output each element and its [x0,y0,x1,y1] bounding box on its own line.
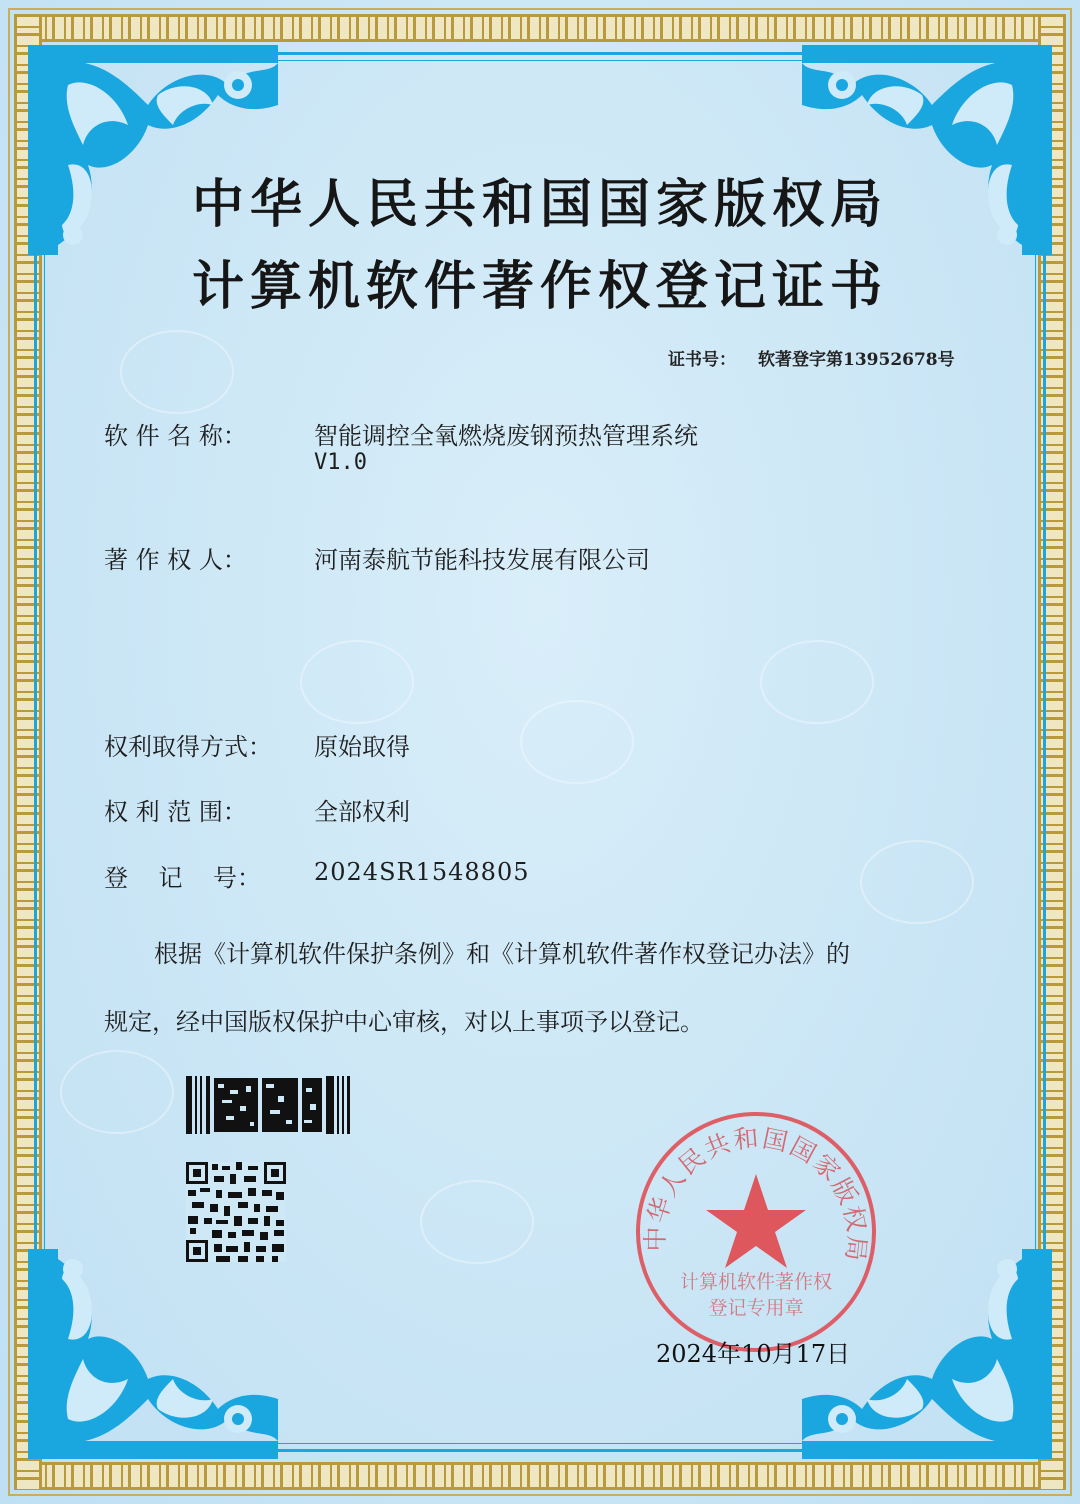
official-seal [632,1108,880,1356]
acquisition-method-label: 权利取得方式： [104,733,272,761]
seal-inner-text-1: 计算机软件著作权 [679,1271,833,1293]
greek-key-border-top [14,14,1066,42]
statement-line-2: 规定，经中国版权保护中心审核，对以上事项予以登记。 [104,1008,704,1036]
issue-date: 2024年10月17日 [656,1340,851,1368]
rights-scope-field [104,792,410,827]
software-name-value: 智能调控全氧燃烧废钢预热管理系统 [314,422,698,450]
certificate-number-value: 软著登字第13952678号 [758,350,955,370]
rights-scope-value: 全部权利 [314,798,410,826]
acquisition-method-field [104,727,410,762]
software-name-label: 软 件 名 称： [104,422,247,450]
qr-code-icon [186,1162,286,1262]
certificate-number-label: 证书号： [668,350,736,370]
copyright-owner-label: 著 作 权 人： [104,546,247,574]
software-version-value: V1.0 [314,450,367,475]
barcode-icon [186,1076,350,1134]
statement-line-1: 根据《计算机软件保护条例》和《计算机软件著作权登记办法》的 [154,940,850,968]
star-icon [706,1174,806,1268]
greek-key-border-bottom [14,1462,1066,1490]
copyright-owner-value: 河南泰航节能科技发展有限公司 [314,546,650,574]
acquisition-method-value: 原始取得 [314,733,410,761]
certificate-title: 计算机软件著作权登记证书 [191,256,888,317]
issuing-authority-title: 中华人民共和国国家版权局 [191,174,888,235]
seal-outer-text: 中华人民共和国国家版权局 [640,1123,872,1265]
seal-inner-text-2: 登记专用章 [708,1297,804,1319]
copyright-owner-field [104,540,650,575]
rights-scope-label: 权 利 范 围： [104,798,247,826]
scroll-ornament-icon [28,1249,278,1459]
registration-number-field [104,858,530,893]
registration-number-label: 登 记 号： [104,864,262,892]
certificate-number [668,345,955,370]
registration-number-value: 2024SR1548805 [314,858,530,886]
software-name-field [104,416,698,475]
